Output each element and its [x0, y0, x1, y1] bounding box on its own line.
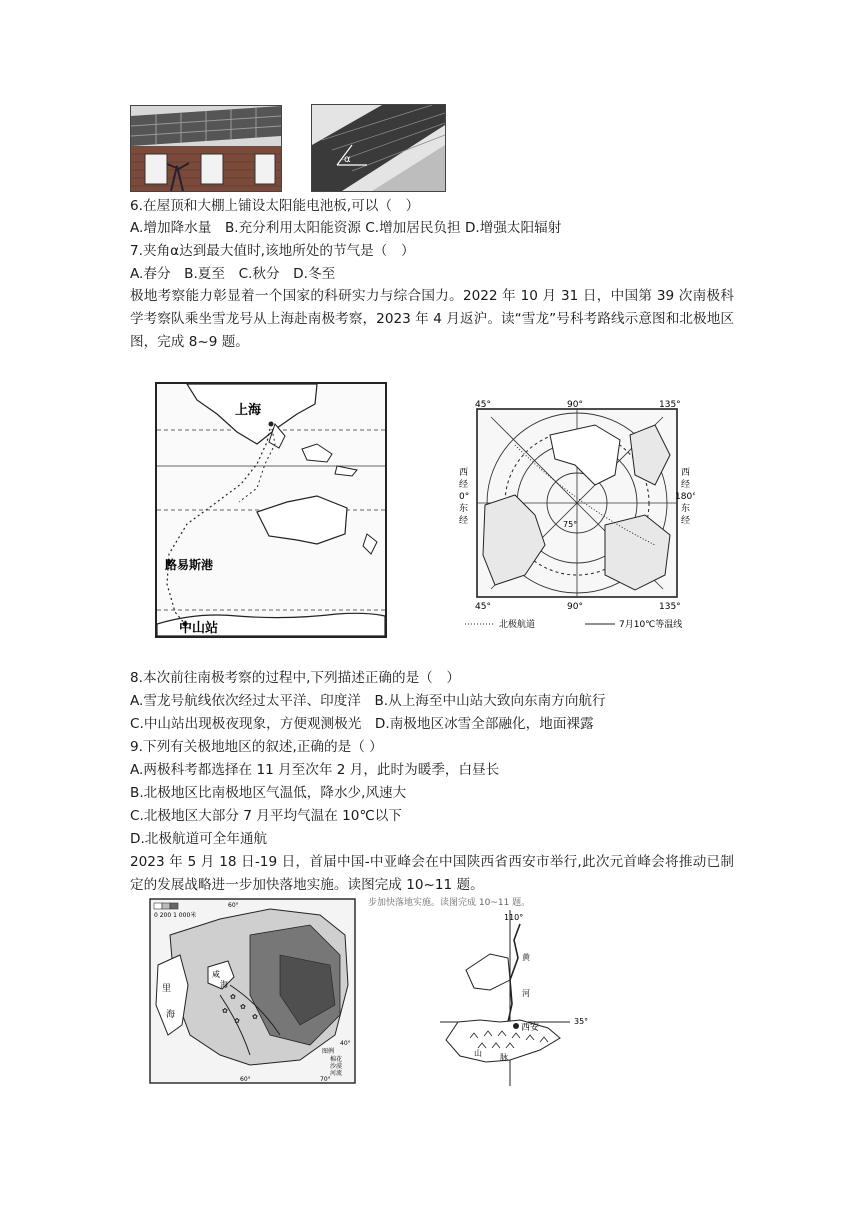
- svg-text:✿: ✿: [234, 1017, 240, 1025]
- lake-label-2: 海: [166, 1010, 176, 1020]
- xian-label: 西安: [521, 1023, 540, 1033]
- q9-option-a: A.两极科考都选择在 11 月至次年 2 月，此时为暖季，白昼长: [130, 762, 500, 778]
- lake-label-1: 里: [162, 984, 172, 994]
- svg-text:✿: ✿: [240, 1003, 246, 1011]
- australia-landmass: [257, 496, 347, 544]
- left-label-4: 经: [459, 516, 469, 526]
- q8-option-1: A.雪龙号航线依次经过太平洋、印度洋 B.从上海至中山站大致向东南方向航行: [130, 693, 606, 709]
- legend-route-label: 北极航道: [499, 620, 536, 630]
- lat-35-label: 35°: [574, 1017, 589, 1026]
- lon-bottom-45: 45°: [475, 602, 491, 612]
- river-label-2: 河: [522, 989, 530, 998]
- arctic-map-drawing: [455, 395, 695, 635]
- left-label-3: 东: [459, 504, 469, 514]
- central-asia-map-drawing: [130, 895, 365, 1095]
- q6-stem: 6.在屋顶和大棚上铺设太阳能电池板,可以（ ）: [130, 198, 420, 214]
- lat-75-label: 75°: [563, 520, 578, 529]
- svg-text:✿: ✿: [252, 1013, 258, 1021]
- left-label-2: 0°: [459, 492, 470, 502]
- left-label-0: 西: [459, 468, 469, 478]
- greenhouse-solar-illustration: [312, 105, 445, 191]
- route-map-drawing: [157, 384, 385, 636]
- lon-bottom-90: 90°: [567, 602, 583, 612]
- lon-top-label: 60°: [228, 902, 239, 909]
- xian-map-drawing: [430, 910, 590, 1090]
- rooftop-solar-photo: [130, 105, 282, 192]
- shanghai-label: 上海: [235, 403, 262, 418]
- legend-cotton: 棉花: [330, 1056, 343, 1063]
- legend-desert: 沙漠: [330, 1063, 343, 1070]
- q6-options: A.增加降水量 B.充分利用太阳能资源 C.增加居民负担 D.增强太阳辐射: [130, 220, 562, 236]
- right-label-3: 东: [681, 504, 691, 514]
- route-out-line: [167, 424, 271, 624]
- xuelong-route-map: [155, 382, 387, 638]
- central-asia-map: [130, 895, 365, 1095]
- right-label-1: 经: [681, 480, 691, 490]
- q7-options: A.春分 B.夏至 C.秋分 D.冬至: [130, 266, 336, 282]
- legend-title: 图例: [322, 1048, 335, 1055]
- svg-text:✿: ✿: [222, 1007, 228, 1015]
- lon-110-label: 110°: [504, 913, 524, 922]
- lon-bottom2-label: 70°: [320, 1076, 331, 1083]
- central-asia-header-strip: 步加快落地实施。读图完成 10~11 题。: [368, 898, 531, 908]
- mountain-label-1: 山: [474, 1049, 482, 1058]
- q7-stem: 7.夹角α达到最大值时,该地所处的节气是（ ）: [130, 243, 415, 259]
- legend-river: 河流: [330, 1070, 343, 1077]
- lon-top-90: 90°: [567, 400, 583, 410]
- legend-isotherm-label: 7月10℃等温线: [619, 620, 683, 630]
- q8-stem: 8.本次前往南极考察的过程中,下列描述正确的是（ ）: [130, 670, 460, 686]
- zhongshan-label: 中山站: [179, 621, 219, 636]
- rooftop-solar-illustration: [131, 106, 281, 191]
- mountain-label-2: 脉: [500, 1053, 508, 1062]
- svg-text:✿: ✿: [230, 993, 236, 1001]
- lon-bottom-label: 60°: [240, 1076, 251, 1083]
- scale-label: 0 200 1 000米: [154, 912, 197, 919]
- lat-right-label: 40°: [340, 1040, 351, 1047]
- xian-map: [430, 910, 590, 1090]
- right-label-0: 西: [681, 468, 691, 478]
- louis-port-label: 路易斯港: [165, 558, 214, 572]
- q9-option-c: C.北极地区大部分 7 月平均气温在 10℃以下: [130, 808, 402, 824]
- q9-option-d: D.北极航道可全年通航: [130, 831, 268, 847]
- lake-label-4: 海: [220, 980, 228, 989]
- alpha-angle-label: α: [344, 154, 351, 165]
- q8-option-2: C.中山站出现极夜现象，方便观测极光 D.南极地区冰雪全部融化，地面裸露: [130, 716, 594, 732]
- right-label-4: 经: [681, 516, 691, 526]
- lon-top-135: 135°: [659, 400, 681, 410]
- intro-8-9: 极地考察能力彰显着一个国家的科研实力与综合国力。2022 年 10 月 31 日，中国第 39 次南极科学考察队乘坐雪龙号从上海赴南极考察，2023 年 4 月返沪。读“雪龙”号科考路线示意图和北极地区图，完成 8~9 题。: [130, 288, 734, 350]
- right-label-2: 180°: [675, 492, 695, 502]
- lake-label-3: 咸: [212, 970, 220, 979]
- greenhouse-solar-photo: [311, 104, 446, 192]
- arctic-map: [455, 395, 695, 635]
- lon-bottom-135: 135°: [659, 602, 681, 612]
- q9-option-b: B.北极地区比南极地区气温低，降水少,风速大: [130, 785, 407, 801]
- intro-10-11: 2023 年 5 月 18 日-19 日，首届中国-中亚峰会在中国陕西省西安市举行,此次元首峰会将推动已制定的发展战略进一步加快落地实施。读图完成 10~11 题。: [130, 854, 734, 893]
- left-label-1: 经: [459, 480, 469, 490]
- lon-top-45: 45°: [475, 400, 491, 410]
- q9-stem: 9.下列有关极地地区的叙述,正确的是（ ）: [130, 739, 383, 755]
- river-label-1: 黄: [522, 953, 530, 962]
